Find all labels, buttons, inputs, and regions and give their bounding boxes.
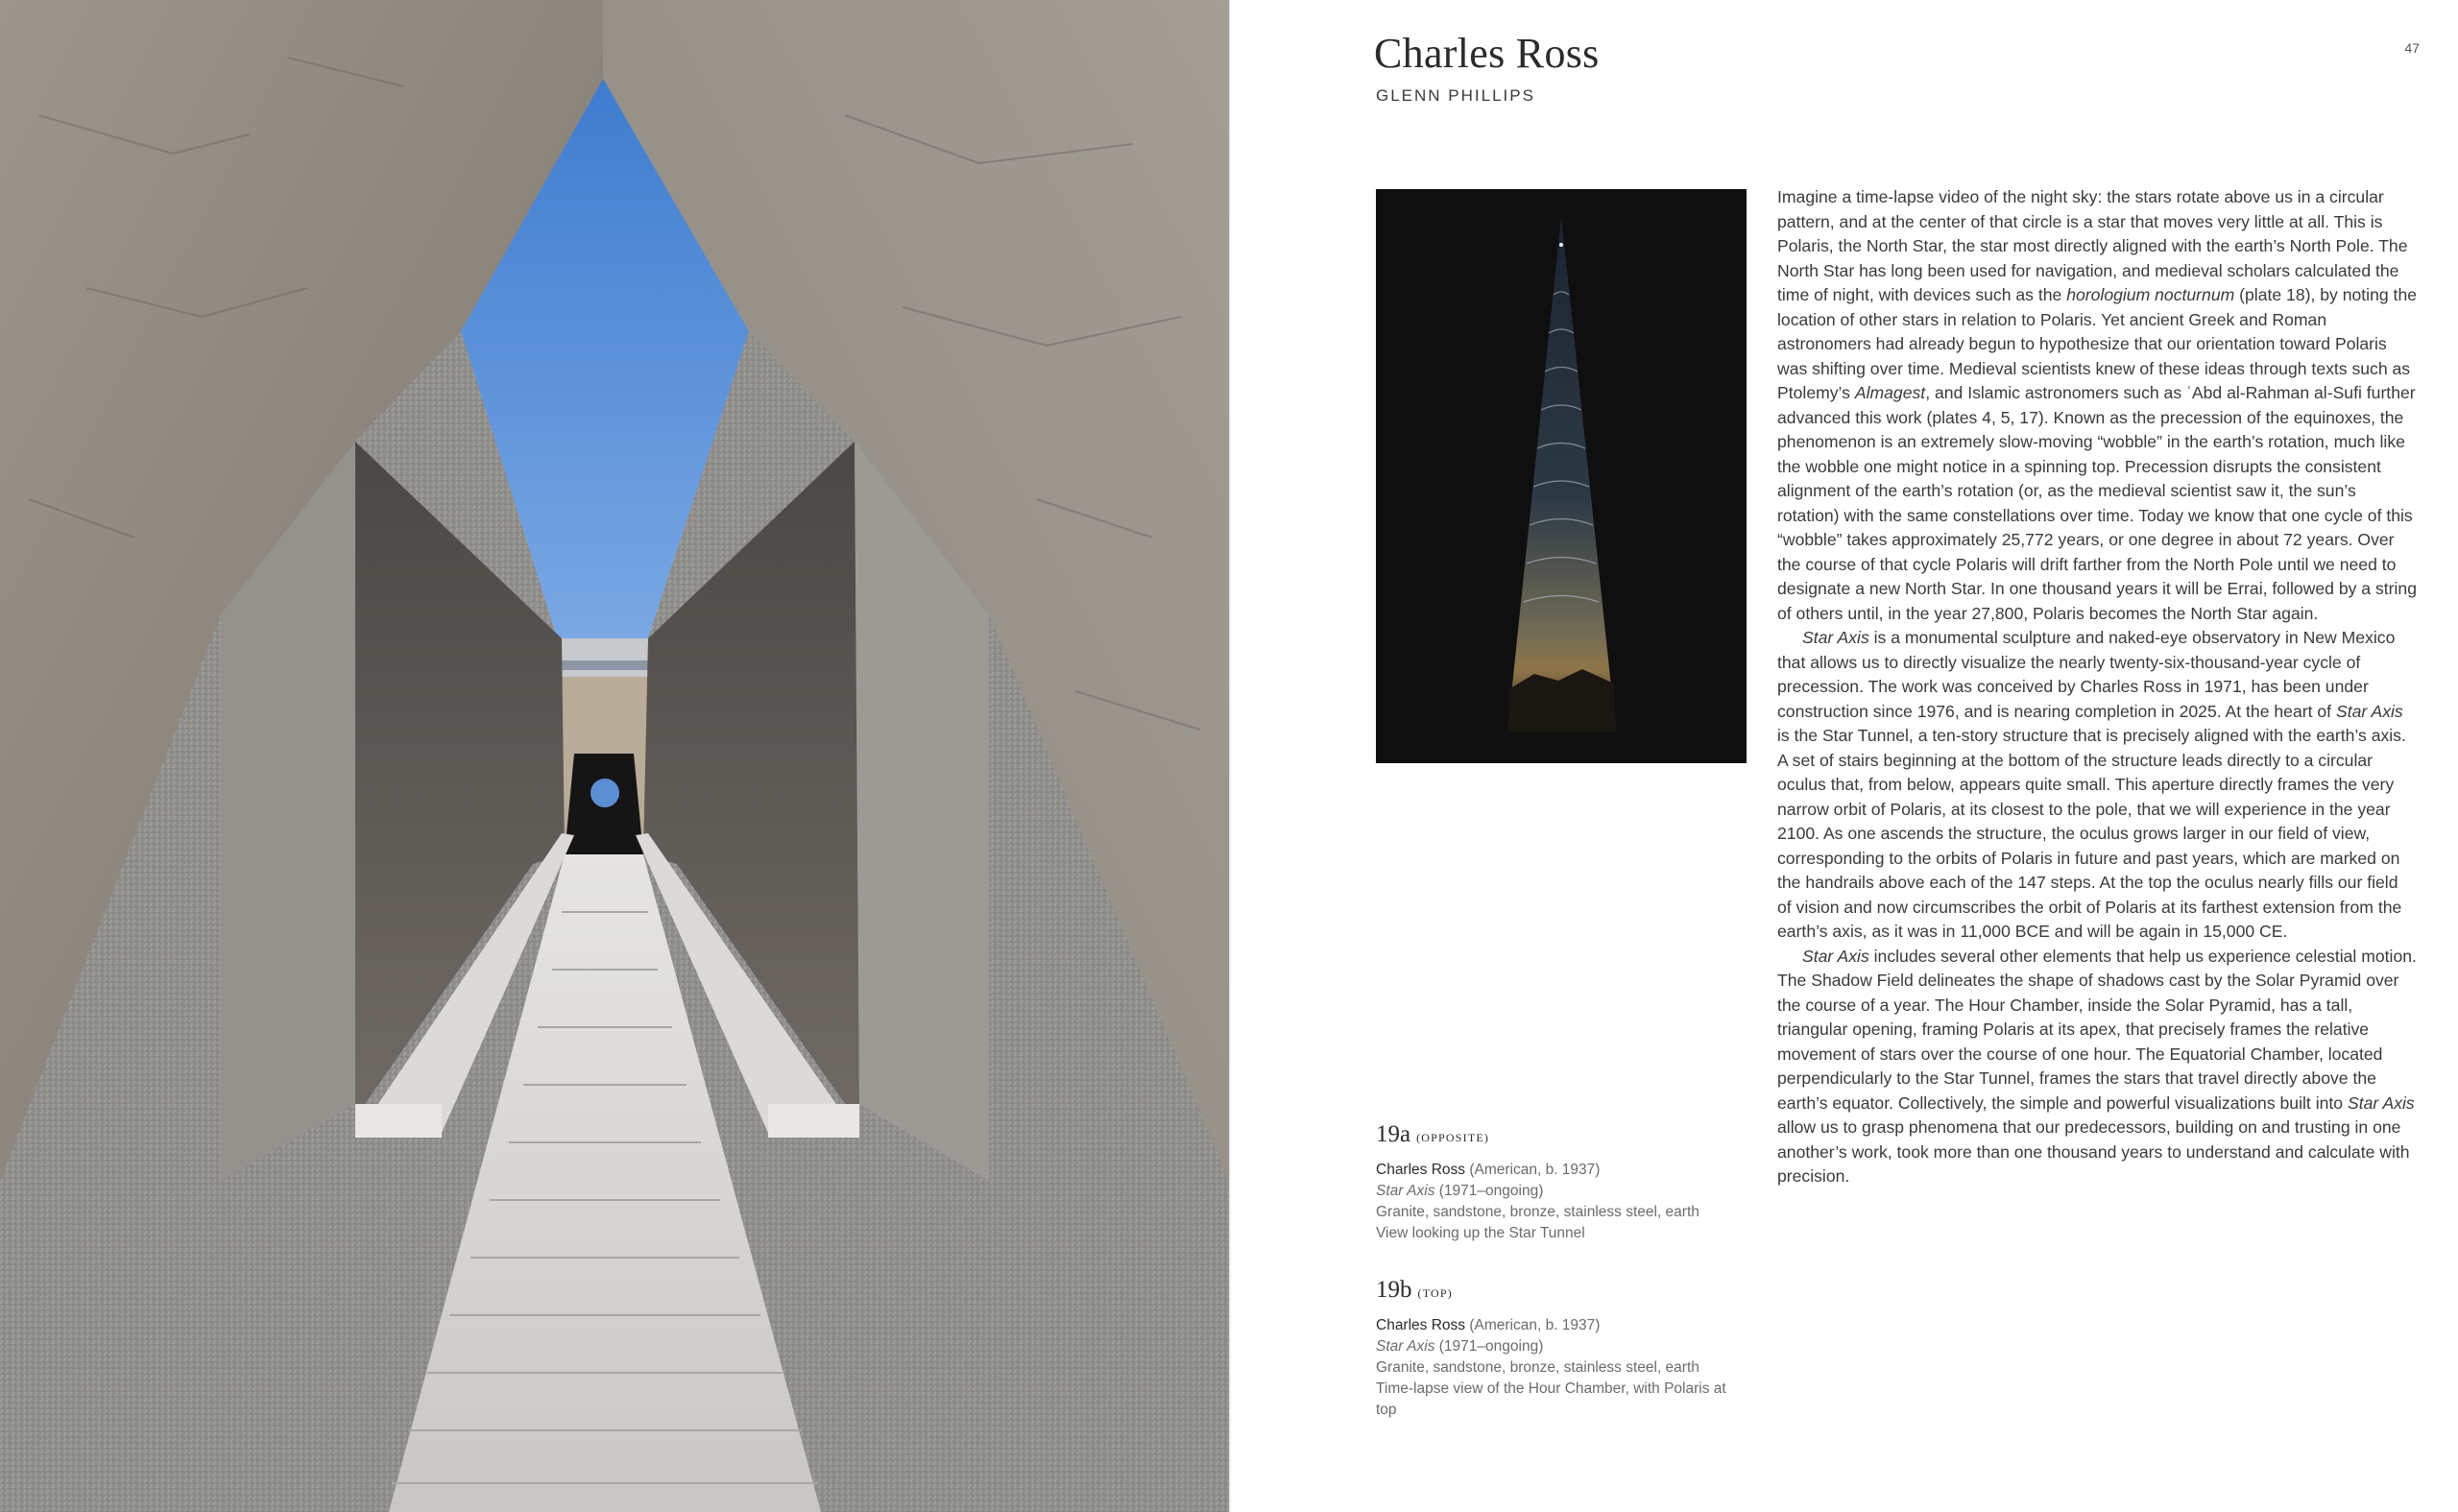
caption-description: View looking up the Star Tunnel [1376, 1225, 1585, 1241]
caption-19b [1376, 1277, 1741, 1421]
article-body [1777, 185, 2417, 1189]
body-italic-run: Star Axis [2347, 1092, 2415, 1113]
body-paragraph-1 [1777, 185, 2417, 626]
body-italic-run: Star Axis [1802, 628, 1869, 647]
plate-number: 19a [1376, 1121, 1411, 1147]
body-text-run: , and Islamic astronomers such as ʿAbd al-Rahman al-Sufi further advanced this work (plates 4, 5, 17). Known as the precession of the equinoxes, the phenomenon is an extremely slow-moving “wobble” in the earth’s rotation, much like the wobble one might notice in a spinning top. Precession disrupts the consistent alignment of the earth’s rotation (or, as the medieval scientist saw it, the sun’s rotation) with the same constellations over time. Today we know that one cycle of this “wobble” takes approximately 25,772 years, or one degree in about 72 years. Over the course of that cycle Polaris will drift farther from the North Pole until we need to designate a new North Star. In one thousand years it will be Errai, followed by a string of others until, in the year 27,800, Polaris becomes the North Star again. [1777, 383, 2417, 623]
caption-work-title: Star Axis [1376, 1183, 1435, 1199]
caption-artist-detail: (American, b. 1937) [1465, 1162, 1601, 1178]
plate-position: (OPPOSITE) [1416, 1131, 1490, 1144]
body-text-run: includes several other elements that help us experience celestial motion. The Shadow Field delineates the shape of shadows cast by the Solar Pyramid over the course of a year. The Hour Chamber, inside the Solar Pyramid, has a tall, triangular opening, framing Polaris at its apex, that precisely frames the relative movement of stars over the course of one hour. The Equatorial Chamber, located perpendicularly to the Star Tunnel, frames the stars that travel directly above the earth’s equator. Collectively, the simple and powerful visualizations built into [1777, 946, 2417, 1113]
body-paragraph-3 [1777, 945, 2417, 1189]
body-text-run: is a monumental sculpture and naked-eye observatory in New Mexico that allows us to directly visualize the nearly twenty-six-thousand-year cycle of precession. The work was conceived by Charles Ross in 1971, has been under construction since 1976, and is nearing completion in 2025. At the heart of [1777, 628, 2396, 721]
caption-work-title: Star Axis [1376, 1338, 1435, 1355]
body-paragraph-2 [1777, 626, 2417, 945]
caption-artist: Charles Ross [1376, 1317, 1466, 1333]
caption-description: Time-lapse view of the Hour Chamber, with Polaris at top [1376, 1380, 1726, 1418]
caption-work-dates: (1971–ongoing) [1434, 1338, 1544, 1355]
body-italic-run: Star Axis [1802, 946, 1869, 966]
plate-number: 19b [1376, 1277, 1412, 1303]
caption-materials: Granite, sandstone, bronze, stainless steel, earth [1376, 1204, 1699, 1220]
body-italic-run: horologium nocturnum [2066, 285, 2235, 304]
article-title: Charles Ross [1374, 30, 1600, 77]
caption-heading [1376, 1277, 1741, 1304]
body-italic-run: Star Axis [2335, 701, 2403, 721]
body-text-run: (plate 18), by noting the location of other stars in relation to Polaris. Yet ancient Greek and Roman astronomers had already begun to hypothesize that our orientation toward Polaris was shifting over time. Medieval scientists knew of these ideas through texts such as Ptolemy’s [1777, 285, 2418, 402]
caption-materials: Granite, sandstone, bronze, stainless steel, earth [1376, 1359, 1699, 1376]
body-text-run: allow us to grasp phenomena that our predecessors, building on and trusting in one another’s work, took more than one thousand years to understand and calculate with precision. [1777, 1117, 2410, 1186]
article-author: GLENN PHILLIPS [1376, 86, 1535, 105]
hour-chamber-photo [1376, 189, 1747, 763]
caption-artist-detail: (American, b. 1937) [1465, 1317, 1601, 1333]
caption-artist-line [1376, 1315, 1741, 1336]
caption-heading [1376, 1121, 1760, 1148]
caption-work-line [1376, 1181, 1760, 1202]
body-italic-run: Almagest [1854, 383, 1926, 402]
caption-artist-line [1376, 1160, 1760, 1181]
plate-position: (TOP) [1417, 1286, 1453, 1300]
page-number: 47 [2404, 40, 2420, 56]
caption-19a [1376, 1121, 1760, 1244]
body-text-run: is the Star Tunnel, a ten-story structure that is precisely aligned with the earth’s axis. A set of stairs beginning at the bottom of the structure leads directly to a circular oculus that, from below, appears quite small. This aperture directly frames the very narrow orbit of Polaris, at its closest to the pole, that we will experience in the year 2100. As one ascends the structure, the oculus grows larger in our field of view, corresponding to the orbits of Polaris in future and past years, which are marked on the handrails above each of the 147 steps. At the top the oculus nearly fills our field of vision and now circumscribes the orbit of Polaris at its farthest extension from the earth’s axis, as it was in 11,000 BCE and will be again in 15,000 CE. [1777, 726, 2406, 941]
caption-work-line [1376, 1336, 1741, 1357]
caption-work-dates: (1971–ongoing) [1434, 1183, 1544, 1199]
body-text-run: Imagine a time-lapse video of the night sky: the stars rotate above us in a circular pattern, and at the center of that circle is a star that moves very little at all. This is Polaris, the North Star, the star most directly aligned with the earth’s North Pole. The North Star has long been used for navigation, and medieval scholars calculated the time of night, with devices such as the [1777, 187, 2408, 304]
caption-artist: Charles Ross [1376, 1162, 1466, 1178]
